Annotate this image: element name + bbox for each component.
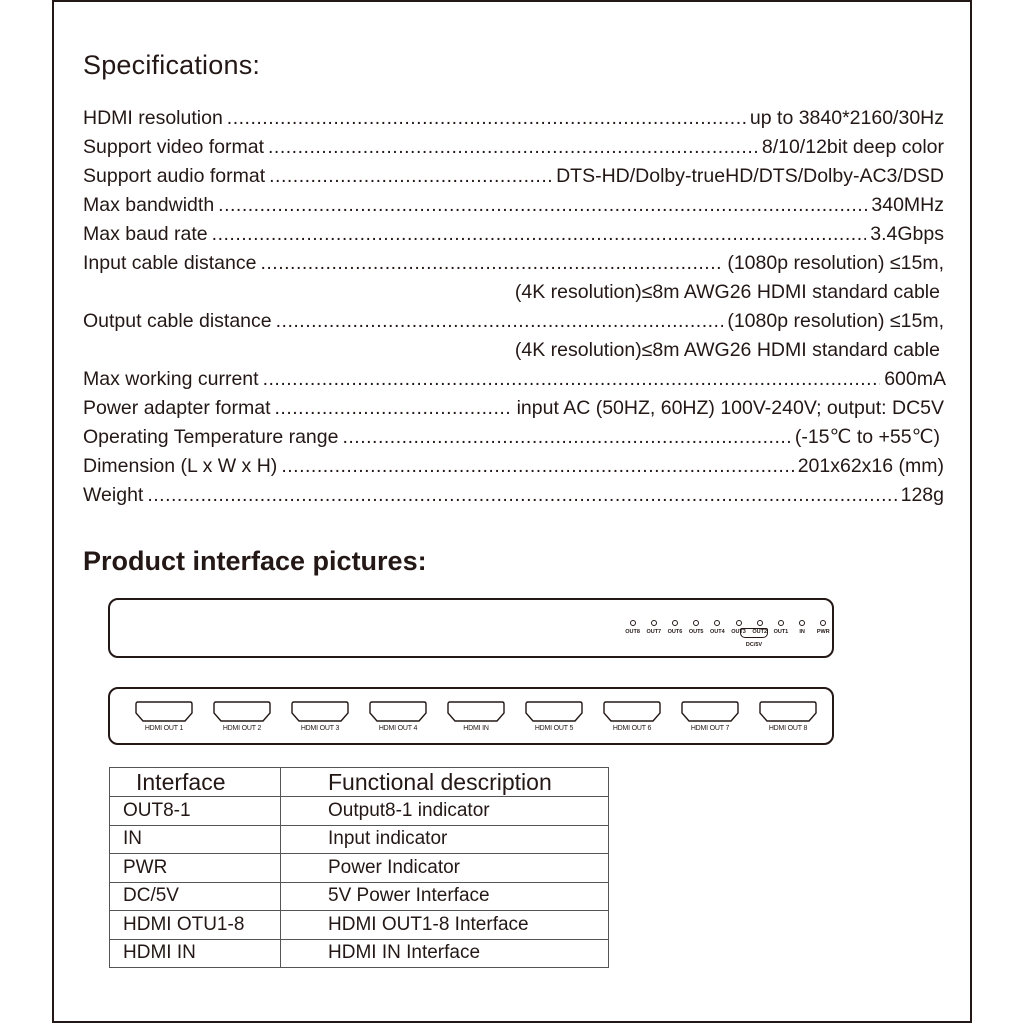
spec-label: Support video format: [83, 136, 265, 158]
spec-value: 201x62x16 (mm): [797, 455, 944, 477]
interface-cell: HDMI OTU1-8: [110, 911, 281, 940]
hdmi-port-icon: [759, 701, 817, 723]
spec-row-power-adapter-format: [83, 394, 944, 422]
spec-value: 340MHz: [871, 194, 944, 216]
hdmi-port-label: HDMI OUT 6: [612, 725, 652, 732]
hdmi-port-out6: [593, 701, 671, 732]
spec-value: up to 3840*2160/30Hz: [749, 107, 944, 129]
leader-dots: [212, 220, 867, 248]
spec-value: 600mA: [884, 368, 946, 390]
led-out6: [664, 620, 685, 635]
hdmi-port-label: HDMI OUT 7: [690, 725, 730, 732]
description-cell: Power Indicator: [281, 854, 609, 883]
led-pwr: [813, 620, 834, 635]
hdmi-port-icon: [681, 701, 739, 723]
spec-label: Operating Temperature range: [83, 426, 339, 448]
spec-label: HDMI resolution: [83, 107, 223, 129]
spec-value: DTS-HD/Dolby-trueHD/DTS/Dolby-AC3/DSD: [556, 165, 944, 187]
hdmi-port-icon: [603, 701, 661, 723]
hdmi-port-icon: [213, 701, 271, 723]
hdmi-port-label: HDMI OUT 3: [300, 725, 340, 732]
hdmi-port-label: HDMI IN: [463, 725, 489, 732]
spec-label: Weight: [83, 484, 144, 506]
hdmi-port-icon: [369, 701, 427, 723]
leader-dots: [275, 394, 513, 422]
table-row: [110, 882, 609, 911]
interface-table: [109, 767, 609, 968]
spec-label: Max bandwidth: [83, 194, 215, 216]
table-header-row: [110, 768, 609, 797]
led-label: OUT1: [773, 629, 789, 635]
led-label: OUT2: [752, 629, 768, 635]
hdmi-port-icon: [291, 701, 349, 723]
leader-dots: [268, 133, 758, 161]
spec-label: Max working current: [83, 368, 259, 390]
spec-label: Max baud rate: [83, 223, 208, 245]
spec-row-weight: [83, 481, 944, 509]
spec-row-max-working-current: [83, 365, 946, 393]
hdmi-port-out2: [203, 701, 281, 732]
led-dot-icon: [778, 620, 784, 626]
led-label: PWR: [816, 629, 830, 635]
led-dot-icon: [757, 620, 763, 626]
led-dot-icon: [630, 620, 636, 626]
led-out5: [686, 620, 707, 635]
spec-row-operating-temperature: [83, 423, 940, 451]
led-out8: [622, 620, 643, 635]
table-row: [110, 825, 609, 854]
interface-cell: OUT8-1: [110, 797, 281, 826]
led-dot-icon: [736, 620, 742, 626]
leader-dots: [281, 452, 793, 480]
hdmi-port-label: HDMI OUT 5: [534, 725, 574, 732]
table-row: [110, 911, 609, 940]
spec-row-max-bandwidth: [83, 191, 944, 219]
spec-label: Support audio format: [83, 165, 266, 187]
leader-dots: [263, 365, 881, 393]
specifications-heading: Specifications:: [83, 50, 261, 80]
spec-row-hdmi-resolution: [83, 104, 944, 132]
hdmi-port-out7: [671, 701, 749, 732]
led-label: OUT3: [731, 629, 746, 635]
spec-row-video-format: [83, 133, 944, 161]
spec-label: Input cable distance: [83, 252, 257, 274]
leader-dots: [260, 249, 723, 277]
front-panel-diagram: [108, 598, 834, 658]
led-dot-icon: [693, 620, 699, 626]
leader-dots: [269, 162, 552, 190]
led-label: OUT6: [667, 629, 683, 635]
spec-row-dimension: [83, 452, 944, 480]
hdmi-port-icon: [135, 701, 193, 723]
dc-power-port: [740, 628, 768, 648]
led-dot-icon: [672, 620, 678, 626]
leader-dots: [342, 423, 790, 451]
hdmi-port-label: HDMI OUT 8: [768, 725, 808, 732]
led-label: OUT7: [646, 629, 662, 635]
description-cell: Output8-1 indicator: [281, 797, 609, 826]
table-row: [110, 854, 609, 883]
spec-row-input-cable-distance: [83, 249, 944, 277]
dc-port-label: DC/5V: [745, 642, 763, 648]
led-dot-icon: [651, 620, 657, 626]
led-dot-icon: [820, 620, 826, 626]
led-label: IN: [799, 629, 805, 635]
column-header: Interface: [110, 768, 281, 797]
spec-value: 3.4Gbps: [870, 223, 944, 245]
table-row: [110, 797, 609, 826]
spec-label: Power adapter format: [83, 397, 271, 419]
interface-cell: IN: [110, 825, 281, 854]
spec-value: (1080p resolution) ≤15m,: [727, 310, 944, 332]
spec-value: input AC (50HZ, 60HZ) 100V-240V; output: DC5V: [516, 397, 944, 419]
hdmi-port-out4: [359, 701, 437, 732]
spec-value: 128g: [900, 484, 944, 506]
hdmi-port-label: HDMI OUT 2: [222, 725, 262, 732]
hdmi-port-label: HDMI OUT 1: [144, 725, 184, 732]
hdmi-ports: [125, 701, 827, 732]
dc-port-icon: [740, 628, 768, 638]
indicator-leds: [622, 620, 834, 635]
table-row: [110, 939, 609, 968]
spec-continuation: (4K resolution)≤8m AWG26 HDMI standard cable: [514, 281, 940, 303]
led-dot-icon: [799, 620, 805, 626]
spec-row-output-cable-distance: [83, 307, 944, 335]
interface-cell: HDMI IN: [110, 939, 281, 968]
leader-dots: [276, 307, 724, 335]
spec-row-max-baud-rate: [83, 220, 944, 248]
interface-cell: PWR: [110, 854, 281, 883]
leader-dots: [147, 481, 896, 509]
hdmi-port-icon: [525, 701, 583, 723]
led-label: OUT8: [625, 629, 640, 635]
spec-row-audio-format: [83, 162, 944, 190]
spec-continuation: (4K resolution)≤8m AWG26 HDMI standard cable: [514, 339, 940, 361]
interface-cell: DC/5V: [110, 882, 281, 911]
led-dot-icon: [714, 620, 720, 626]
hdmi-port-out1: [125, 701, 203, 732]
hdmi-port-out8: [749, 701, 827, 732]
led-out7: [643, 620, 664, 635]
column-header: Functional description: [281, 768, 609, 797]
description-cell: HDMI OUT1-8 Interface: [281, 911, 609, 940]
led-out4: [707, 620, 728, 635]
spec-value: 8/10/12bit deep color: [761, 136, 944, 158]
led-in: [792, 620, 813, 635]
spec-label: Dimension (L x W x H): [83, 455, 278, 477]
leader-dots: [227, 104, 746, 132]
leader-dots: [218, 191, 867, 219]
hdmi-port-out5: [515, 701, 593, 732]
spec-value: (-15℃ to +55℃): [794, 426, 940, 448]
product-interface-heading: Product interface pictures:: [83, 546, 427, 576]
spec-label: Output cable distance: [83, 310, 272, 332]
led-label: OUT5: [688, 629, 704, 635]
back-panel-diagram: [108, 687, 834, 745]
hdmi-port-in: [437, 701, 515, 732]
hdmi-port-label: HDMI OUT 4: [378, 725, 418, 732]
led-label: OUT4: [710, 629, 725, 635]
spec-value: (1080p resolution) ≤15m,: [727, 252, 944, 274]
hdmi-port-out3: [281, 701, 359, 732]
hdmi-port-icon: [447, 701, 505, 723]
description-cell: Input indicator: [281, 825, 609, 854]
description-cell: 5V Power Interface: [281, 882, 609, 911]
description-cell: HDMI IN Interface: [281, 939, 609, 968]
led-out1: [770, 620, 791, 635]
